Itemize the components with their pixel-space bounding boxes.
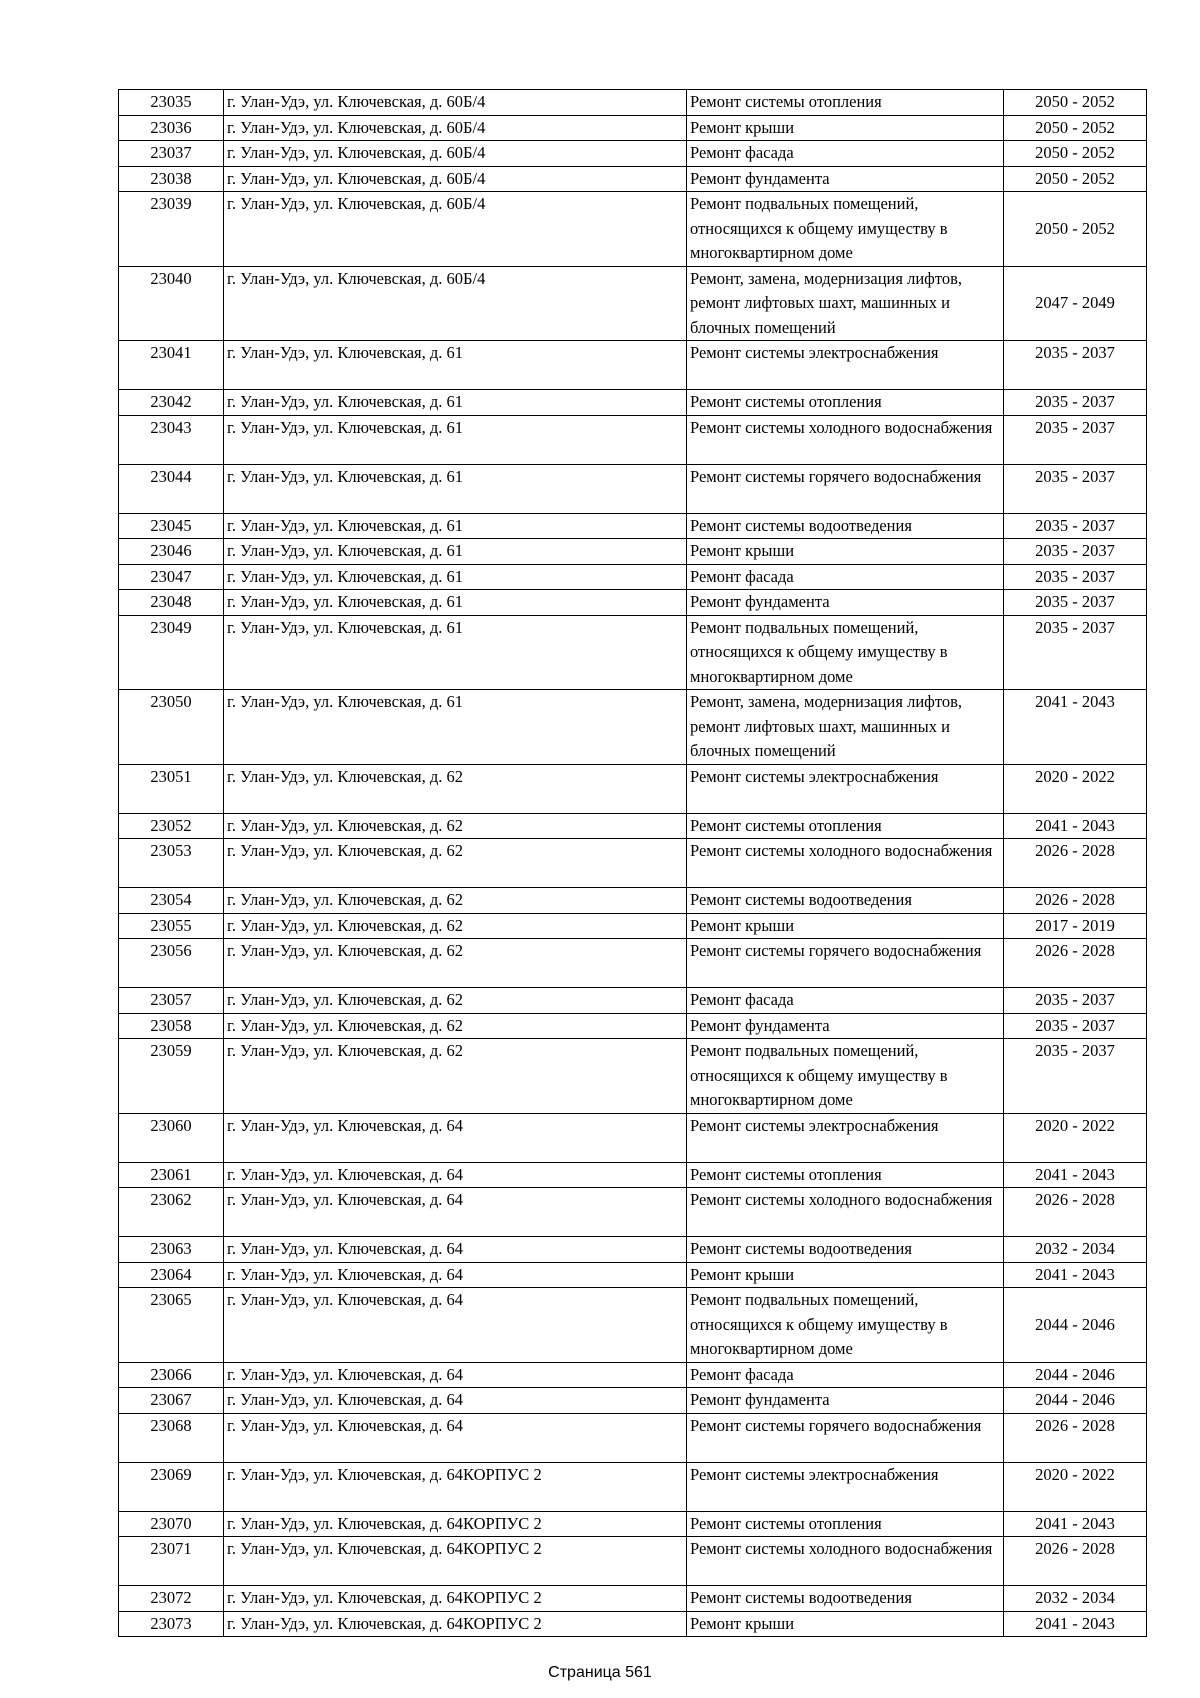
row-number-cell: 23072 [119,1586,224,1612]
address-cell: г. Улан-Удэ, ул. Ключевская, д. 61 [224,690,687,765]
work-type-cell: Ремонт крыши [687,913,1004,939]
address-cell: г. Улан-Удэ, ул. Ключевская, д. 64 [224,1288,687,1363]
period-cell: 2041 - 2043 [1004,1262,1147,1288]
row-number-cell: 23047 [119,564,224,590]
address-cell: г. Улан-Удэ, ул. Ключевская, д. 60Б/4 [224,266,687,341]
period-cell: 2050 - 2052 [1004,115,1147,141]
period-cell: 2026 - 2028 [1004,1188,1147,1237]
period-cell: 2035 - 2037 [1004,464,1147,513]
work-type-cell: Ремонт системы отопления [687,1162,1004,1188]
period-cell: 2035 - 2037 [1004,615,1147,690]
row-number-cell: 23051 [119,764,224,813]
row-number-cell: 23069 [119,1462,224,1511]
table-row [119,1362,1147,1388]
address-cell: г. Улан-Удэ, ул. Ключевская, д. 62 [224,1013,687,1039]
table-row [119,1237,1147,1263]
row-number-cell: 23039 [119,192,224,267]
row-number-cell: 23057 [119,988,224,1014]
work-type-cell: Ремонт системы водоотведения [687,1586,1004,1612]
table-row [119,266,1147,341]
repair-schedule-table [118,89,1147,1637]
period-cell: 2035 - 2037 [1004,564,1147,590]
period-cell: 2044 - 2046 [1004,1388,1147,1414]
table-row [119,1262,1147,1288]
work-type-cell: Ремонт подвальных помещений, относящихся к общему имуществу в многоквартирном доме [687,1288,1004,1363]
address-cell: г. Улан-Удэ, ул. Ключевская, д. 64КОРПУС 2 [224,1611,687,1637]
row-number-cell: 23066 [119,1362,224,1388]
work-type-cell: Ремонт крыши [687,115,1004,141]
period-cell: 2032 - 2034 [1004,1586,1147,1612]
work-type-cell: Ремонт, замена, модернизация лифтов, ремонт лифтовых шахт, машинных и блочных помещений [687,690,1004,765]
table-row [119,464,1147,513]
row-number-cell: 23068 [119,1413,224,1462]
row-number-cell: 23065 [119,1288,224,1363]
period-cell: 2044 - 2046 [1004,1362,1147,1388]
table-row [119,1611,1147,1637]
address-cell: г. Улан-Удэ, ул. Ключевская, д. 64КОРПУС 2 [224,1462,687,1511]
address-cell: г. Улан-Удэ, ул. Ключевская, д. 60Б/4 [224,166,687,192]
table-row [119,888,1147,914]
table-row [119,1113,1147,1162]
period-cell: 2026 - 2028 [1004,1537,1147,1586]
table-row [119,1586,1147,1612]
row-number-cell: 23059 [119,1039,224,1114]
work-type-cell: Ремонт крыши [687,1262,1004,1288]
table-row [119,341,1147,390]
period-cell: 2035 - 2037 [1004,539,1147,565]
work-type-cell: Ремонт системы электроснабжения [687,1462,1004,1511]
table-row [119,90,1147,116]
address-cell: г. Улан-Удэ, ул. Ключевская, д. 61 [224,564,687,590]
address-cell: г. Улан-Удэ, ул. Ключевская, д. 64 [224,1113,687,1162]
row-number-cell: 23041 [119,341,224,390]
table-row [119,513,1147,539]
period-cell: 2047 - 2049 [1004,266,1147,341]
address-cell: г. Улан-Удэ, ул. Ключевская, д. 60Б/4 [224,192,687,267]
work-type-cell: Ремонт фасада [687,1362,1004,1388]
row-number-cell: 23044 [119,464,224,513]
table-row [119,1288,1147,1363]
row-number-cell: 23048 [119,590,224,616]
period-cell: 2050 - 2052 [1004,166,1147,192]
address-cell: г. Улан-Удэ, ул. Ключевская, д. 62 [224,988,687,1014]
work-type-cell: Ремонт крыши [687,1611,1004,1637]
table-row [119,988,1147,1014]
period-cell: 2035 - 2037 [1004,513,1147,539]
work-type-cell: Ремонт системы холодного водоснабжения [687,839,1004,888]
table-row [119,1511,1147,1537]
row-number-cell: 23060 [119,1113,224,1162]
period-cell: 2041 - 2043 [1004,1611,1147,1637]
table-row [119,539,1147,565]
address-cell: г. Улан-Удэ, ул. Ключевская, д. 62 [224,939,687,988]
table-row [119,1162,1147,1188]
work-type-cell: Ремонт, замена, модернизация лифтов, ремонт лифтовых шахт, машинных и блочных помещений [687,266,1004,341]
address-cell: г. Улан-Удэ, ул. Ключевская, д. 61 [224,415,687,464]
row-number-cell: 23038 [119,166,224,192]
address-cell: г. Улан-Удэ, ул. Ключевская, д. 61 [224,464,687,513]
row-number-cell: 23071 [119,1537,224,1586]
work-type-cell: Ремонт фундамента [687,590,1004,616]
address-cell: г. Улан-Удэ, ул. Ключевская, д. 62 [224,839,687,888]
row-number-cell: 23045 [119,513,224,539]
work-type-cell: Ремонт крыши [687,539,1004,565]
address-cell: г. Улан-Удэ, ул. Ключевская, д. 61 [224,539,687,565]
table-row [119,690,1147,765]
address-cell: г. Улан-Удэ, ул. Ключевская, д. 64 [224,1388,687,1414]
row-number-cell: 23054 [119,888,224,914]
row-number-cell: 23064 [119,1262,224,1288]
period-cell: 2041 - 2043 [1004,690,1147,765]
table-row [119,564,1147,590]
work-type-cell: Ремонт фасада [687,564,1004,590]
row-number-cell: 23053 [119,839,224,888]
work-type-cell: Ремонт системы отопления [687,390,1004,416]
table-row [119,813,1147,839]
period-cell: 2035 - 2037 [1004,415,1147,464]
work-type-cell: Ремонт фундамента [687,1013,1004,1039]
row-number-cell: 23052 [119,813,224,839]
address-cell: г. Улан-Удэ, ул. Ключевская, д. 64КОРПУС 2 [224,1586,687,1612]
page-number: Страница 561 [548,1664,652,1681]
period-cell: 2035 - 2037 [1004,390,1147,416]
period-cell: 2026 - 2028 [1004,939,1147,988]
row-number-cell: 23073 [119,1611,224,1637]
table-row [119,1188,1147,1237]
row-number-cell: 23063 [119,1237,224,1263]
period-cell: 2026 - 2028 [1004,1413,1147,1462]
address-cell: г. Улан-Удэ, ул. Ключевская, д. 61 [224,590,687,616]
row-number-cell: 23035 [119,90,224,116]
period-cell: 2041 - 2043 [1004,813,1147,839]
table-row [119,939,1147,988]
period-cell: 2050 - 2052 [1004,90,1147,116]
work-type-cell: Ремонт системы горячего водоснабжения [687,939,1004,988]
work-type-cell: Ремонт системы холодного водоснабжения [687,415,1004,464]
address-cell: г. Улан-Удэ, ул. Ключевская, д. 64 [224,1362,687,1388]
period-cell: 2050 - 2052 [1004,141,1147,167]
table-row [119,115,1147,141]
work-type-cell: Ремонт системы электроснабжения [687,1113,1004,1162]
period-cell: 2032 - 2034 [1004,1237,1147,1263]
table-row [119,1013,1147,1039]
work-type-cell: Ремонт системы электроснабжения [687,764,1004,813]
work-type-cell: Ремонт системы водоотведения [687,888,1004,914]
table-row [119,1388,1147,1414]
period-cell: 2041 - 2043 [1004,1162,1147,1188]
work-type-cell: Ремонт фасада [687,988,1004,1014]
table-row [119,764,1147,813]
table-row [119,1039,1147,1114]
work-type-cell: Ремонт системы водоотведения [687,1237,1004,1263]
address-cell: г. Улан-Удэ, ул. Ключевская, д. 60Б/4 [224,141,687,167]
address-cell: г. Улан-Удэ, ул. Ключевская, д. 61 [224,341,687,390]
row-number-cell: 23036 [119,115,224,141]
row-number-cell: 23062 [119,1188,224,1237]
period-cell: 2044 - 2046 [1004,1288,1147,1363]
work-type-cell: Ремонт подвальных помещений, относящихся к общему имуществу в многоквартирном доме [687,615,1004,690]
period-cell: 2035 - 2037 [1004,590,1147,616]
work-type-cell: Ремонт системы водоотведения [687,513,1004,539]
address-cell: г. Улан-Удэ, ул. Ключевская, д. 64КОРПУС 2 [224,1511,687,1537]
work-type-cell: Ремонт системы горячего водоснабжения [687,1413,1004,1462]
table-row [119,615,1147,690]
row-number-cell: 23058 [119,1013,224,1039]
work-type-cell: Ремонт системы отопления [687,813,1004,839]
period-cell: 2020 - 2022 [1004,764,1147,813]
period-cell: 2041 - 2043 [1004,1511,1147,1537]
table-row [119,415,1147,464]
address-cell: г. Улан-Удэ, ул. Ключевская, д. 64 [224,1237,687,1263]
period-cell: 2035 - 2037 [1004,341,1147,390]
table-body [119,90,1147,1637]
table-row [119,590,1147,616]
address-cell: г. Улан-Удэ, ул. Ключевская, д. 62 [224,1039,687,1114]
table-row [119,913,1147,939]
address-cell: г. Улан-Удэ, ул. Ключевская, д. 64 [224,1188,687,1237]
work-type-cell: Ремонт системы холодного водоснабжения [687,1188,1004,1237]
period-cell: 2035 - 2037 [1004,1013,1147,1039]
row-number-cell: 23040 [119,266,224,341]
row-number-cell: 23050 [119,690,224,765]
period-cell: 2020 - 2022 [1004,1462,1147,1511]
period-cell: 2035 - 2037 [1004,1039,1147,1114]
row-number-cell: 23042 [119,390,224,416]
work-type-cell: Ремонт фундамента [687,1388,1004,1414]
address-cell: г. Улан-Удэ, ул. Ключевская, д. 62 [224,764,687,813]
period-cell: 2050 - 2052 [1004,192,1147,267]
row-number-cell: 23043 [119,415,224,464]
row-number-cell: 23037 [119,141,224,167]
work-type-cell: Ремонт подвальных помещений, относящихся к общему имуществу в многоквартирном доме [687,192,1004,267]
table-row [119,1413,1147,1462]
period-cell: 2020 - 2022 [1004,1113,1147,1162]
row-number-cell: 23070 [119,1511,224,1537]
period-cell: 2017 - 2019 [1004,913,1147,939]
table-row [119,390,1147,416]
row-number-cell: 23067 [119,1388,224,1414]
table-row [119,839,1147,888]
work-type-cell: Ремонт системы отопления [687,1511,1004,1537]
work-type-cell: Ремонт фундамента [687,166,1004,192]
address-cell: г. Улан-Удэ, ул. Ключевская, д. 64 [224,1162,687,1188]
address-cell: г. Улан-Удэ, ул. Ключевская, д. 60Б/4 [224,115,687,141]
address-cell: г. Улан-Удэ, ул. Ключевская, д. 64КОРПУС 2 [224,1537,687,1586]
work-type-cell: Ремонт подвальных помещений, относящихся к общему имуществу в многоквартирном доме [687,1039,1004,1114]
address-cell: г. Улан-Удэ, ул. Ключевская, д. 62 [224,888,687,914]
address-cell: г. Улан-Удэ, ул. Ключевская, д. 64 [224,1413,687,1462]
address-cell: г. Улан-Удэ, ул. Ключевская, д. 62 [224,813,687,839]
table-row [119,1462,1147,1511]
row-number-cell: 23055 [119,913,224,939]
work-type-cell: Ремонт фасада [687,141,1004,167]
address-cell: г. Улан-Удэ, ул. Ключевская, д. 60Б/4 [224,90,687,116]
work-type-cell: Ремонт системы горячего водоснабжения [687,464,1004,513]
address-cell: г. Улан-Удэ, ул. Ключевская, д. 64 [224,1262,687,1288]
period-cell: 2026 - 2028 [1004,888,1147,914]
row-number-cell: 23056 [119,939,224,988]
row-number-cell: 23049 [119,615,224,690]
work-type-cell: Ремонт системы холодного водоснабжения [687,1537,1004,1586]
work-type-cell: Ремонт системы отопления [687,90,1004,116]
address-cell: г. Улан-Удэ, ул. Ключевская, д. 61 [224,513,687,539]
work-type-cell: Ремонт системы электроснабжения [687,341,1004,390]
table-row [119,1537,1147,1586]
table-row [119,192,1147,267]
address-cell: г. Улан-Удэ, ул. Ключевская, д. 61 [224,390,687,416]
row-number-cell: 23046 [119,539,224,565]
address-cell: г. Улан-Удэ, ул. Ключевская, д. 61 [224,615,687,690]
table-row [119,166,1147,192]
period-cell: 2035 - 2037 [1004,988,1147,1014]
table-row [119,141,1147,167]
period-cell: 2026 - 2028 [1004,839,1147,888]
address-cell: г. Улан-Удэ, ул. Ключевская, д. 62 [224,913,687,939]
row-number-cell: 23061 [119,1162,224,1188]
